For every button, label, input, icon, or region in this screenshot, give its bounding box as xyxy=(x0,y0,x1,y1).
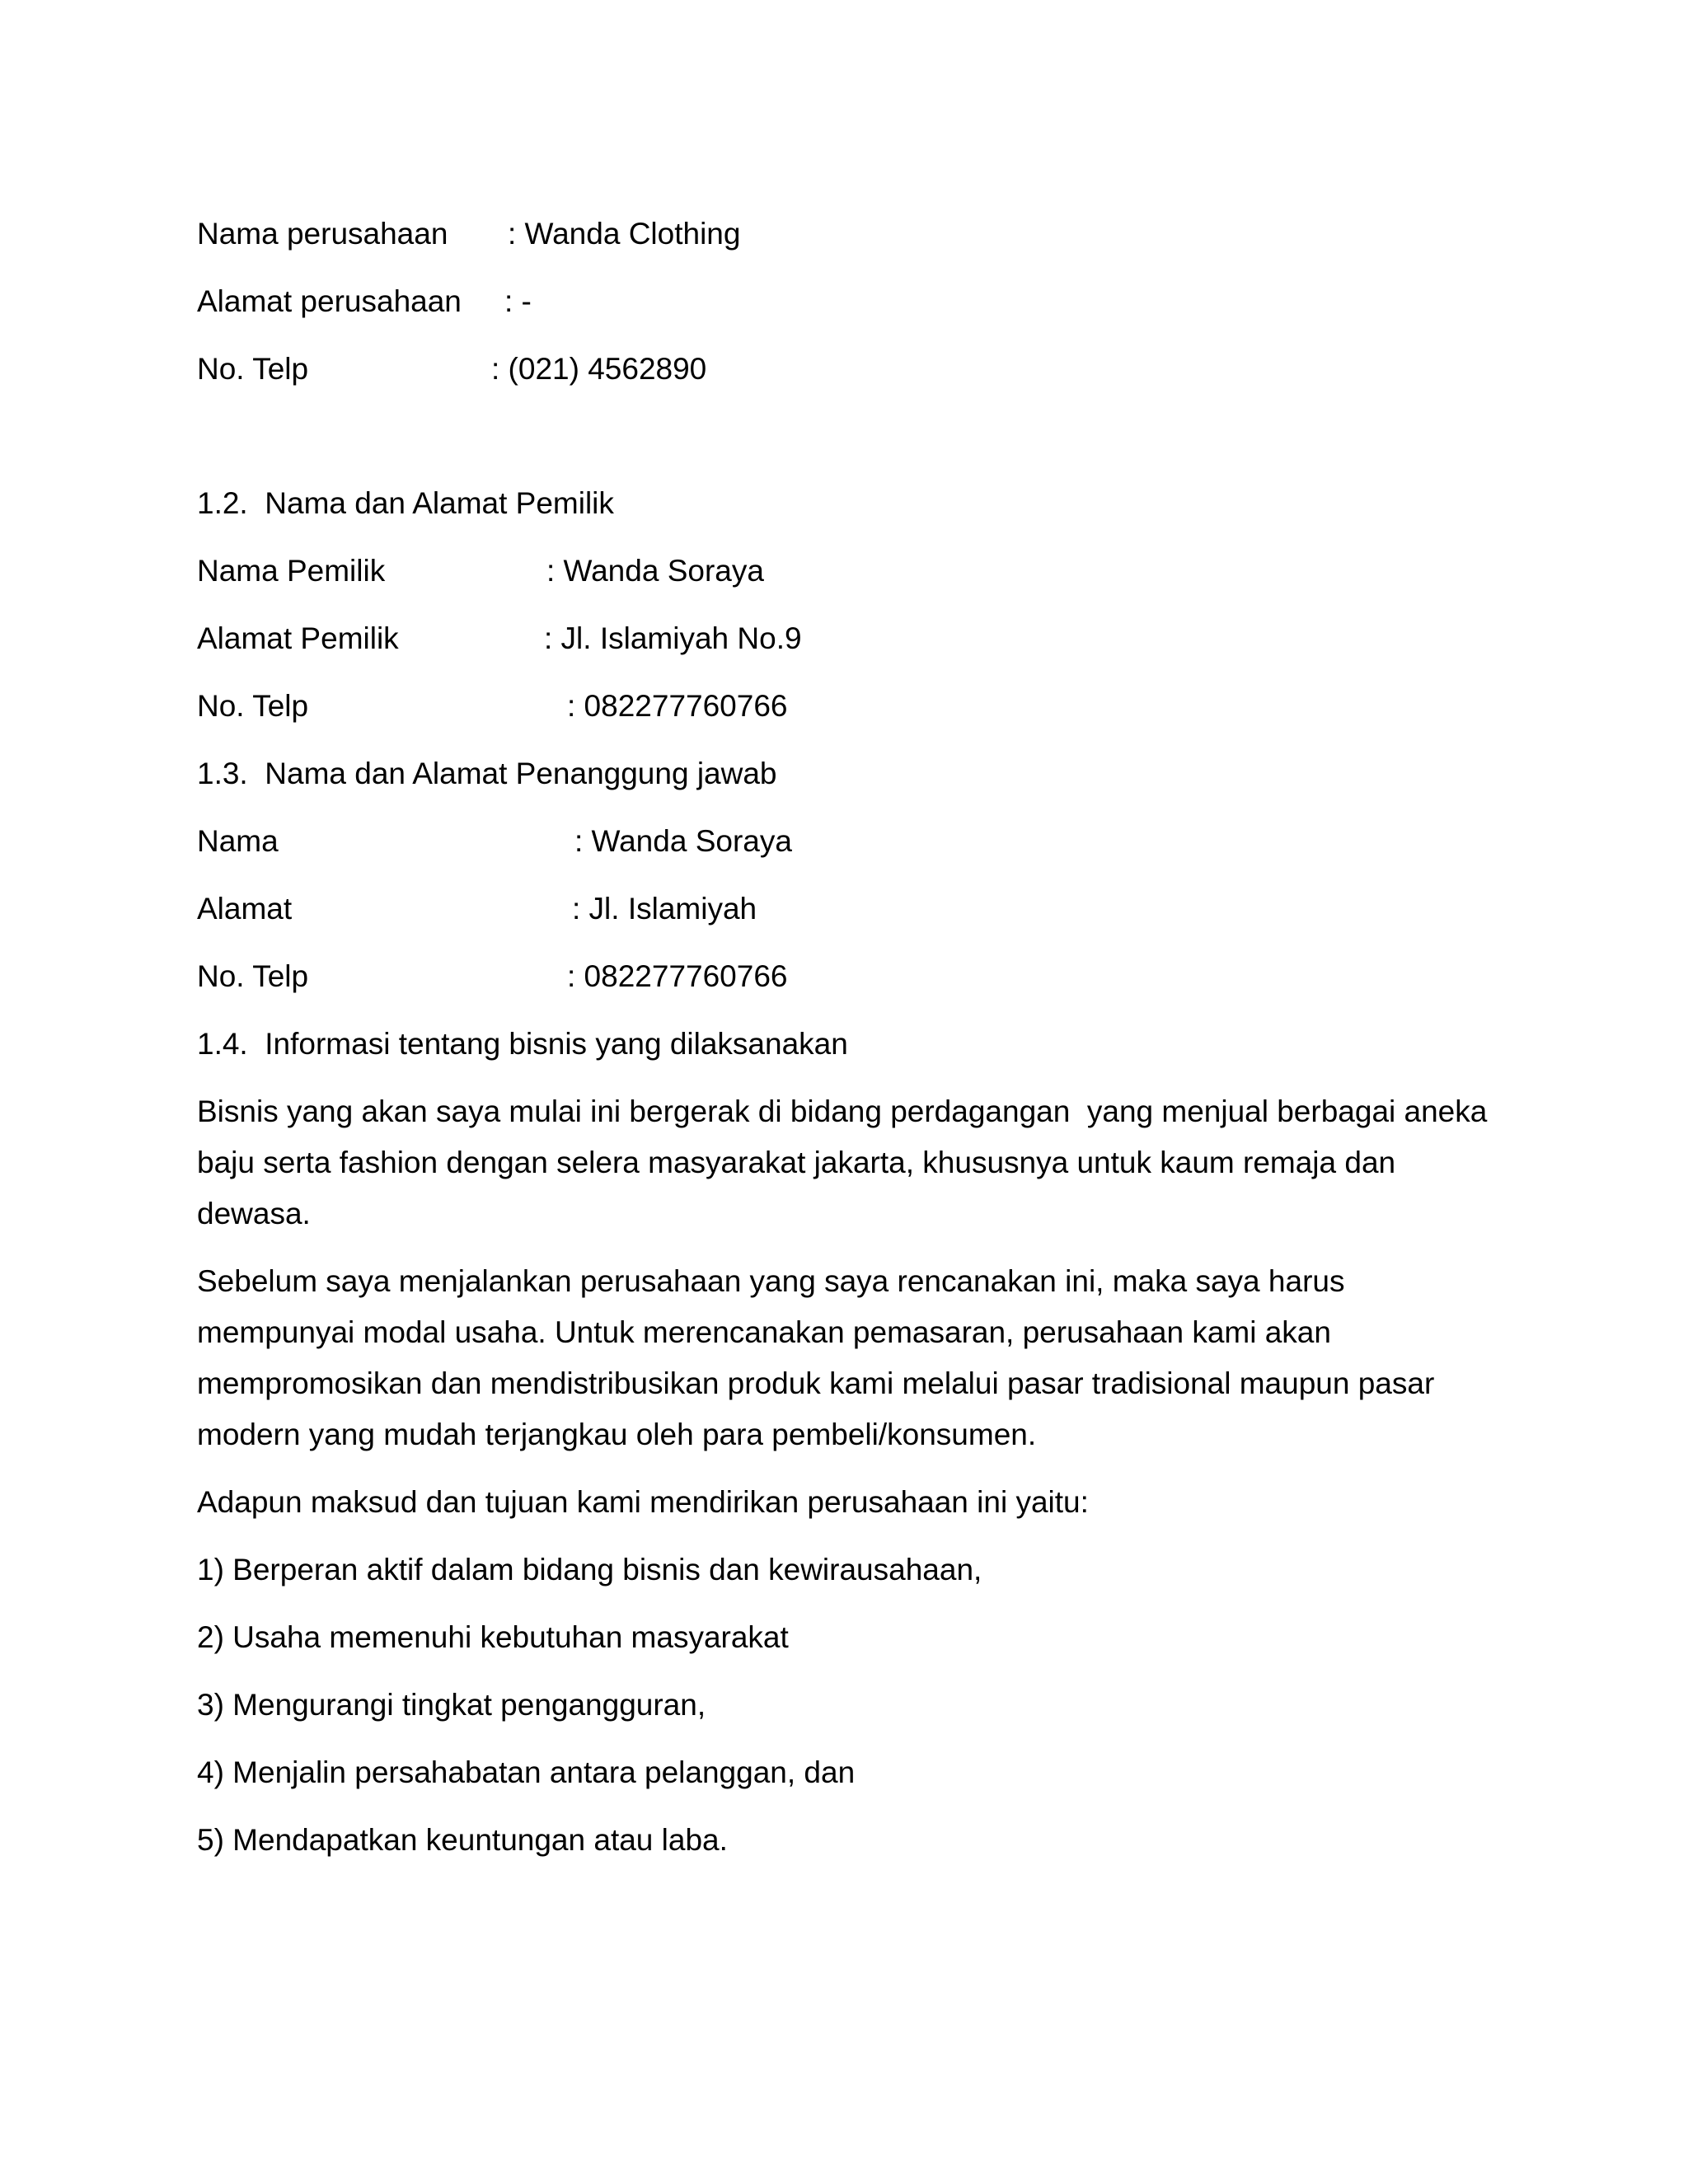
paragraph2-line-1: Sebelum saya menjalankan perusahaan yang saya rencanakan ini, maka saya harus xyxy=(197,1264,1345,1298)
responsible-heading: 1.3. Nama dan Alamat Penanggung jawab xyxy=(197,757,777,790)
owner-address-value: : Jl. Islamiyah No.9 xyxy=(544,621,802,655)
company-phone-label: No. Telp xyxy=(197,352,309,386)
company-phone-value: : (021) 4562890 xyxy=(491,352,707,386)
goal-item-3: 3) Mengurangi tingkat pengangguran, xyxy=(197,1688,706,1722)
paragraph2-line-2: mempunyai modal usaha. Untuk merencanakan pemasaran, perusahaan kami akan xyxy=(197,1315,1331,1349)
goal-item-2: 2) Usaha memenuhi kebutuhan masyarakat xyxy=(197,1620,789,1654)
business-info-heading: 1.4. Informasi tentang bisnis yang dilaksanakan xyxy=(197,1027,848,1061)
paragraph1-line-3: dewasa. xyxy=(197,1197,311,1230)
owner-phone-value: : 082277760766 xyxy=(567,689,788,723)
goal-item-1: 1) Berperan aktif dalam bidang bisnis dan kewirausahaan, xyxy=(197,1553,982,1586)
responsible-address-value: : Jl. Islamiyah xyxy=(572,892,757,926)
owner-name-label: Nama Pemilik xyxy=(197,554,386,588)
paragraph1-line-2: baju serta fashion dengan selera masyarakat jakarta, khususnya untuk kaum remaja dan xyxy=(197,1146,1396,1179)
company-name-value: : Wanda Clothing xyxy=(508,217,741,251)
paragraph2-line-3: mempromosikan dan mendistribusikan produk kami melalui pasar tradisional maupun pasar xyxy=(197,1366,1435,1400)
company-address-value: : - xyxy=(504,284,532,318)
owner-name-value: : Wanda Soraya xyxy=(546,554,764,588)
goals-intro: Adapun maksud dan tujuan kami mendirikan perusahaan ini yaitu: xyxy=(197,1485,1089,1519)
responsible-phone-label: No. Telp xyxy=(197,959,309,993)
responsible-name-value: : Wanda Soraya xyxy=(574,824,792,858)
responsible-address-label: Alamat xyxy=(197,892,293,926)
paragraph2-line-4: modern yang mudah terjangkau oleh para pembeli/konsumen. xyxy=(197,1418,1037,1451)
responsible-name-label: Nama xyxy=(197,824,279,858)
owner-phone-label: No. Telp xyxy=(197,689,309,723)
responsible-phone-value: : 082277760766 xyxy=(567,959,788,993)
paragraph1-line-1: Bisnis yang akan saya mulai ini bergerak di bidang perdagangan yang menjual berbagai aneka xyxy=(197,1094,1488,1128)
goal-item-4: 4) Menjalin persahabatan antara pelanggan, dan xyxy=(197,1755,856,1789)
goal-item-5: 5) Mendapatkan keuntungan atau laba. xyxy=(197,1823,728,1857)
owner-address-label: Alamat Pemilik xyxy=(197,621,399,655)
company-address-label: Alamat perusahaan xyxy=(197,284,462,318)
company-name-label: Nama perusahaan xyxy=(197,217,448,251)
owner-heading: 1.2. Nama dan Alamat Pemilik xyxy=(197,486,614,520)
